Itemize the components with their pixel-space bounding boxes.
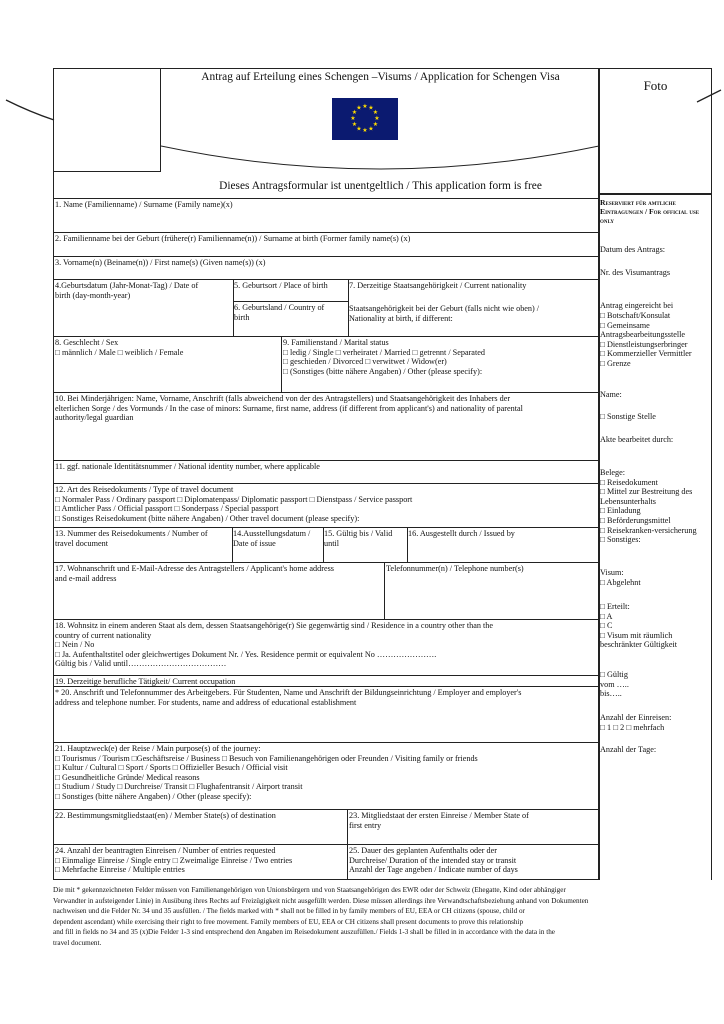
field-7-nationality-label: 7. Derzeitige Staatsangehörigkeit / Current nationality (349, 281, 527, 290)
official-lodged-at: Antrag eingereicht bei (600, 301, 674, 310)
field-14-date-of-issue-label: 14.Ausstellungsdatum / Date of issue (233, 529, 311, 548)
row-divider (53, 562, 599, 563)
corner-stroke-left (0, 90, 56, 130)
field-25-duration-label: 25. Dauer des geplanten Aufenthalts oder der Durchreise/ Duration of the intended stay or transit Anzahl der Tage angeben / Indicate number of days (349, 846, 518, 875)
row-divider (53, 198, 599, 199)
row-divider (53, 619, 599, 620)
field-7-nationality-at-birth-label: Staatsangehörigkeit bei der Geburt (falls nicht wie oben) / Nationality at birth, if different: (349, 304, 540, 323)
official-lodged-options[interactable]: □ Botschaft/Konsulat □ Gemeinsame Antragsbearbeitungsstelle □ Dienstleistungserbringer □ Kommerzieller Vermittler □ Grenze (600, 311, 692, 368)
row-divider (53, 879, 599, 880)
svg-text:★: ★ (368, 104, 374, 112)
official-handled-by: Akte bearbeitet durch: (600, 435, 674, 444)
official-supporting-docs[interactable]: Belege: □ Reisedokument □ Mittel zur Bestreitung des Lebensunterhalts □ Einladung □ Beförderungsmittel □ Reisekranken-versicherung □ Sonstiges: (600, 468, 697, 545)
svg-text:★: ★ (351, 121, 358, 128)
svg-text:★: ★ (372, 109, 379, 116)
official-days: Anzahl der Tage: (600, 745, 657, 754)
field-18-residence-label[interactable]: 18. Wohnsitz in einem anderen Staat als dem, dessen Staatsangehörige(r) Sie gegenwärtig sind / Residence in a country other than the country of current nationality □ Nein / No □ Ja. Aufenthaltstitel oder gleichwertiges Dokument Nr. / Yes. Residence permit or equivalent No …………………. Gültig bis / Valid until……………………………… (55, 621, 494, 669)
header-left-box (53, 68, 161, 172)
row-divider (53, 460, 599, 461)
photo-label: Foto (643, 78, 668, 93)
field-5-place-of-birth-label: 5. Geburtsort / Place of birth (234, 281, 328, 290)
svg-text:★: ★ (372, 121, 379, 128)
field-23-first-entry-label: 23. Mitgliedstaat der ersten Einreise / Member State of first entry (349, 811, 529, 830)
official-valid: □ Gültig vom ….. bis….. (600, 670, 629, 699)
field-9-marital-status-label[interactable]: 9. Familienstand / Marital status □ ledig / Single □ verheiratet / Married □ getrennt / Separated □ geschieden / Divorced □ verwitwet / Widow(er) □ (Sonstiges (bitte nähere Angaben) / Other (please specify): (283, 338, 485, 376)
row-divider (53, 675, 599, 676)
official-visa-application-no: Nr. des Visumantrags (600, 268, 671, 277)
free-form-notice: Dieses Antragsformular ist unentgeltlich / This application form is free (219, 180, 542, 192)
col-divider (384, 562, 385, 619)
svg-text:★: ★ (362, 103, 368, 110)
field-10-guardian-label: 10. Bei Minderjährigen: Name, Vorname, Anschrift (falls abweichend von der des Antragstellers) und Staatsangehörigkeit des Inhabers der elterlichen Sorge / des Vormunds / In the case of minors: Surname, first name, address (if different from applicant's) and nationality of parental authority/legal guardian (55, 394, 523, 423)
field-17-home-address-label: 17. Wohnanschrift und E-Mail-Adresse des Antragstellers / Applicant's home address and e-mail address (55, 564, 334, 583)
field-17-telephone-label: Telefonnummer(n) / Telephone number(s) (386, 564, 524, 573)
official-entries[interactable]: Anzahl der Einreisen: □ 1 □ 2 □ mehrfach (600, 713, 672, 732)
row-divider (53, 279, 599, 280)
svg-text:★: ★ (374, 115, 380, 122)
svg-text:★: ★ (356, 104, 362, 112)
field-20-employer-label: * 20. Anschrift und Telefonnummer des Arbeitgebers. Für Studenten, Name und Anschrift der Bildungseinrichtung / Employer and employer's address and telephone number. For students, name and address of educational establishment (55, 688, 522, 707)
field-6-country-of-birth-label: 6. Geburtsland / Country of birth (234, 303, 325, 322)
field-19-occupation-label: 19. Derzeitige berufliche Tätigkeit/ Current occupation (55, 677, 236, 686)
field-16-issued-by-label: 16. Ausgestellt durch / Issued by (408, 529, 515, 538)
field-8-sex-label[interactable]: 8. Geschlecht / Sex □ männlich / Male □ weiblich / Female (55, 338, 184, 357)
row-divider (53, 527, 599, 528)
svg-text:★: ★ (350, 115, 356, 122)
col-divider (347, 809, 348, 879)
row-divider (53, 809, 599, 810)
eu-stars-icon (332, 98, 398, 140)
svg-text:★: ★ (351, 109, 358, 116)
row-divider (53, 256, 599, 257)
official-date-of-application: Datum des Antrags: (600, 245, 666, 254)
row-divider (53, 336, 599, 337)
eu-flag (332, 98, 398, 140)
row-divider (53, 232, 599, 233)
header-arc (161, 140, 599, 180)
col-divider (281, 336, 282, 392)
svg-text:★: ★ (356, 125, 362, 133)
field-4-date-of-birth-label: 4.Geburtsdatum (Jahr-Monat-Tag) / Date of birth (day-month-year) (55, 281, 199, 300)
official-name-label: Name: (600, 390, 622, 399)
field-11-national-id-label: 11. ggf. nationale Identitätsnummer / National identity number, where applicable (55, 462, 320, 471)
field-1-surname-label: 1. Name (Familienname) / Surname (Family name)(x) (55, 200, 233, 209)
field-12-travel-document-type-label[interactable]: 12. Art des Reisedokuments / Type of travel document □ Normaler Pass / Ordinary passport □ Diplomatenpass/ Diplomatic passport □ Dienstpass / Service passport □ Amtlicher Pass / Official passport □ Sonderpass / Special passport □ Sonstiges Reisedokument (bitte nähere Angaben) / Other travel document (please specify): (55, 485, 413, 523)
row-divider (53, 483, 599, 484)
official-use-title: Reserviert für amtliche Eintragungen / For official use only (600, 198, 700, 225)
field-1-surname-input[interactable] (56, 214, 596, 228)
row-divider (53, 392, 599, 393)
footnote: Die mit * gekennzeichneten Felder müssen von Familienangehörigen von Unionsbürgern und von Staatsangehörigen des EWR oder der Schweiz (Ehegatte, Kind oder abhängiger Verwandter in aufsteigender Linie) in Ausübung ihres Rechts auf Freizügigkeit nicht ausgefüllt werden. Diese müssen allerdings ihre Verwandtschaftsbeziehung anhand von Dokumenten nachweisen und die Felder Nr. 34 und 35 ausfüllen. / The fields marked with * shall not be filled in by family members of EU, EEA or CH citizens (spouse, child or dependent ascendant) while exercising their right to free movement. Family members of EU, EEA or CH citizens shall present documents to prove this relationship and fill in fields no 34 and 35 (x)Die Felder 1-3 sind entsprechend den Angaben im Reisedokument auszufüllen./ Fields 1-3 shall be filled in in accordance with the data in the travel document. (53, 886, 589, 947)
field-15-valid-until-label: 15. Gültig bis / Valid until (324, 529, 393, 548)
official-issued[interactable]: □ Erteilt: □ A □ C □ Visum mit räumlich beschränkter Gültigkeit (600, 602, 678, 650)
svg-text:★: ★ (368, 125, 374, 133)
row-divider (233, 301, 348, 302)
row-divider (53, 742, 599, 743)
field-3-first-names-label: 3. Vorname(n) (Beiname(n)) / First name(s) (Given name(s)) (x) (55, 258, 266, 267)
form-title: Antrag auf Erteilung eines Schengen –Visums / Application for Schengen Visa (201, 71, 560, 83)
field-24-entries-requested-label[interactable]: 24. Anzahl der beantragten Einreisen / Number of entries requested □ Einmalige Einreise / Single entry □ Zweimalige Einreise / Two entries □ Mehrfache Einreise / Multiple entries (55, 846, 293, 875)
field-22-destination-label: 22. Bestimmungsmitgliedstaat(en) / Member State(s) of destination (55, 811, 276, 820)
svg-text:★: ★ (362, 127, 368, 134)
field-13-document-number-label: 13. Nummer des Reisedokuments / Number of travel document (55, 529, 208, 548)
official-other-body[interactable]: □ Sonstige Stelle (600, 412, 656, 421)
field-21-purpose-label[interactable]: 21. Hauptzweck(e) der Reise / Main purpose(s) of the journey: □ Tourismus / Tourism □Geschäftsreise / Business □ Besuch von Familienangehörigen oder Freunden / Visiting family or friends □ Kultur / Cultural □ Sport / Sports □ Offizieller Besuch / Official visit □ Gesundheitliche Gründe/ Medical reasons □ Studium / Study □ Durchreise/ Transit □ Flughafentransit / Airport transit □ Sonstiges (bitte nähere Angaben) / Other (please specify): (55, 744, 478, 801)
official-visa-decision[interactable]: Visum: □ Abgelehnt (600, 568, 641, 587)
row-divider (53, 844, 599, 845)
field-2-surname-at-birth-label: 2. Familienname bei der Geburt (frühere(r) Familienname(n)) / Surname at birth (Former family name(s) (x) (55, 234, 411, 243)
